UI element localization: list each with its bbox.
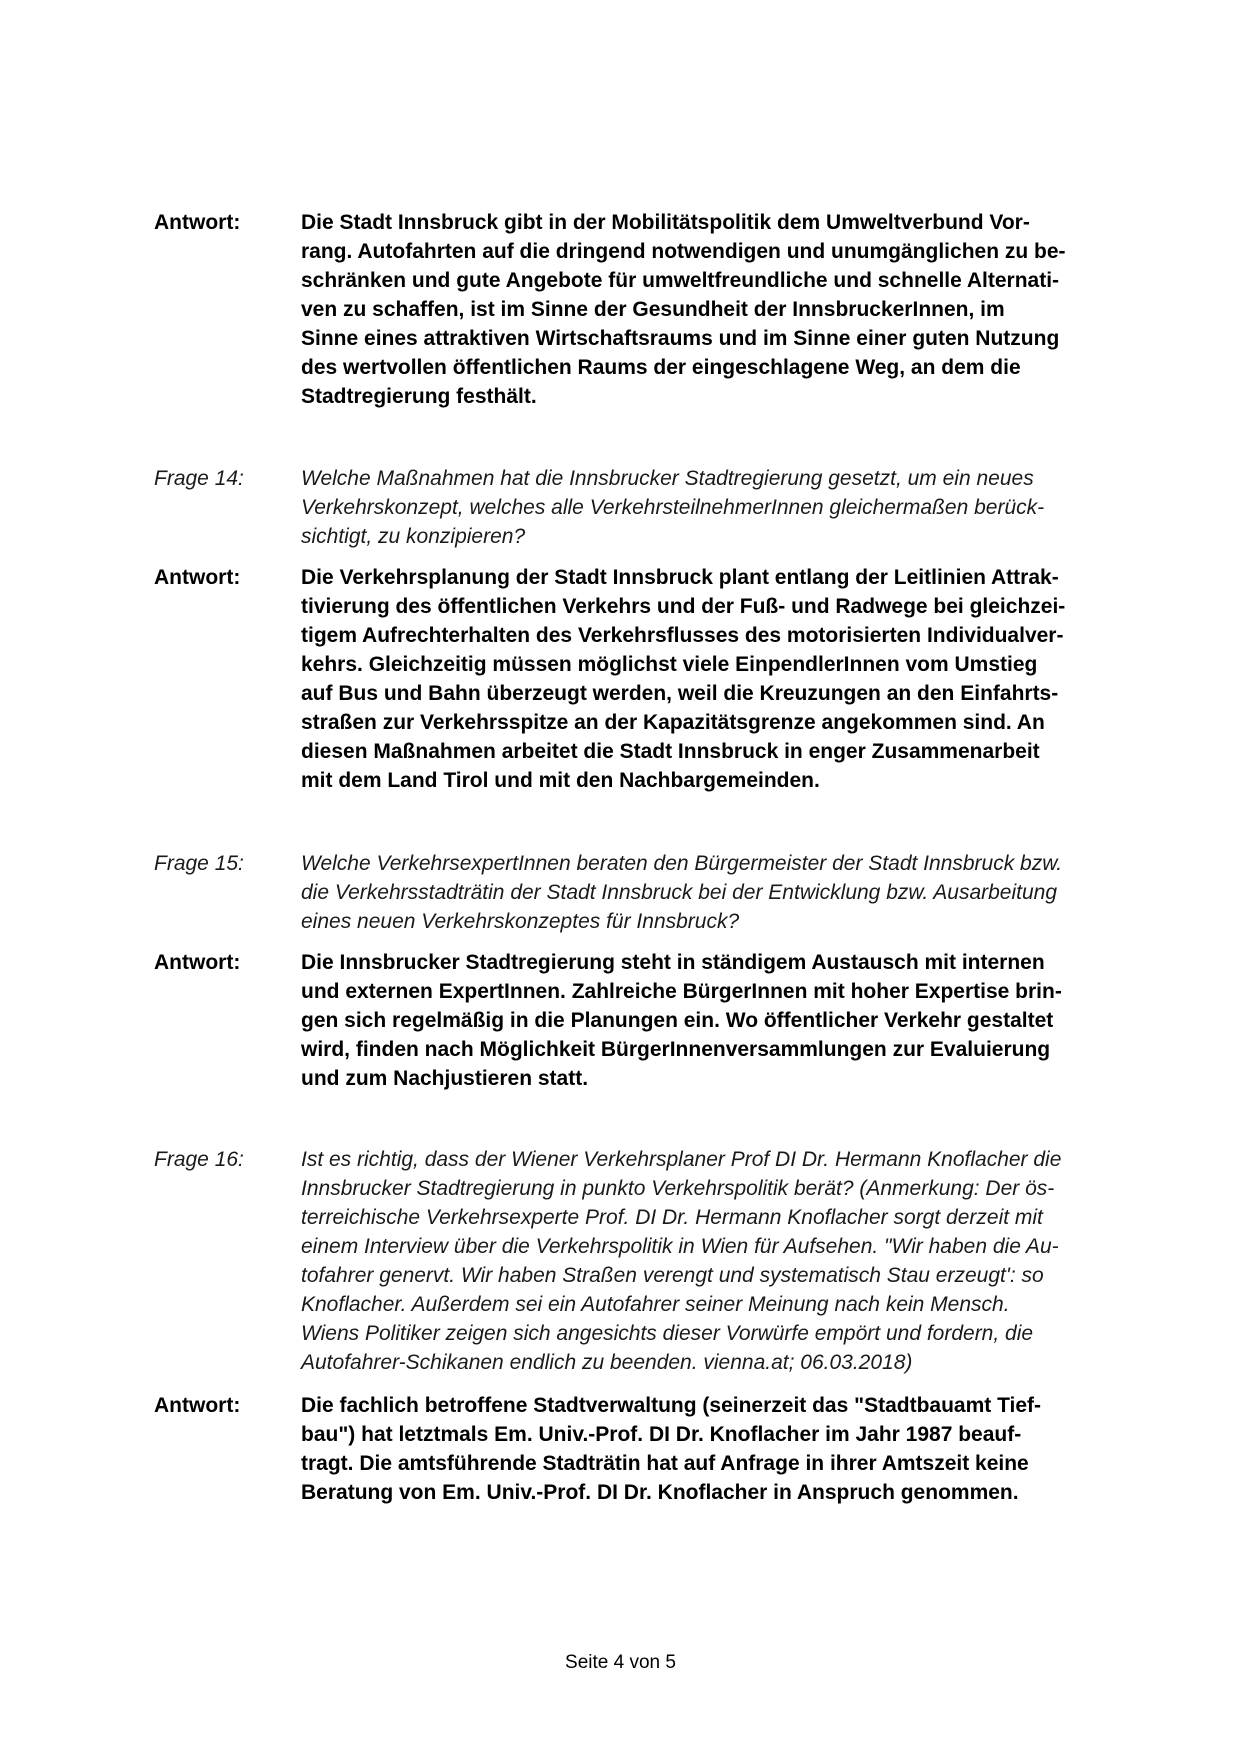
text-line: ven zu schaffen, ist im Sinne der Gesundheit der InnsbruckerInnen, im [301,298,1005,321]
text-line: mit dem Land Tirol und mit den Nachbargemeinden. [301,769,820,792]
answer-label: Antwort: [154,1394,241,1417]
question-label: Frage 14: [154,467,244,490]
text-line: Innsbrucker Stadtregierung in punkto Verkehrspolitik berät? (Anmerkung: Der ös- [301,1177,1055,1200]
answer-block [154,948,1134,1093]
answer-text [301,948,1134,1093]
text-line: Knoflacher. Außerdem sei ein Autofahrer seiner Meinung nach kein Mensch. [301,1293,1010,1316]
text-line: Ist es richtig, dass der Wiener Verkehrsplaner Prof DI Dr. Hermann Knoflacher die [301,1148,1062,1171]
question-block [154,1145,1134,1377]
answer-block [154,208,1134,411]
text-line: rang. Autofahrten auf die dringend notwendigen und unumgänglichen zu be- [301,240,1066,263]
answer-block [154,563,1134,795]
text-line: tofahrer genervt. Wir haben Straßen verengt und systematisch Stau erzeugt': so [301,1264,1044,1287]
text-line: Autofahrer-Schikanen endlich zu beenden. vienna.at; 06.03.2018) [301,1351,913,1374]
text-line: Verkehrskonzept, welches alle VerkehrsteilnehmerInnen gleichermaßen berück- [301,496,1045,519]
answer-text [301,208,1134,411]
text-line: wird, finden nach Möglichkeit BürgerInnenversammlungen zur Evaluierung [301,1038,1051,1061]
text-line: die Verkehrsstadträtin der Stadt Innsbruck bei der Entwicklung bzw. Ausarbeitung [301,881,1058,904]
text-line: auf Bus und Bahn überzeugt werden, weil die Kreuzungen an den Einfahrts- [301,682,1059,705]
text-line: schränken und gute Angebote für umweltfreundliche und schnelle Alternati- [301,269,1060,292]
text-line: und zum Nachjustieren statt. [301,1067,589,1090]
text-line: tivierung des öffentlichen Verkehrs und der Fuß- und Radwege bei gleichzei- [301,595,1066,618]
text-line: Beratung von Em. Univ.-Prof. DI Dr. Knoflacher in Anspruch genommen. [301,1481,1019,1504]
text-line: Stadtregierung festhält. [301,385,537,408]
text-line: sichtigt, zu konzipieren? [301,525,526,548]
text-line: Die fachlich betroffene Stadtverwaltung (seinerzeit das "Stadtbauamt Tief- [301,1394,1042,1417]
question-text [301,849,1134,936]
answer-block [154,1391,1134,1507]
answer-text [301,563,1134,795]
text-line: bau") hat letztmals Em. Univ.-Prof. DI Dr. Knoflacher im Jahr 1987 beauf- [301,1423,1022,1446]
text-line: straßen zur Verkehrsspitze an der Kapazitätsgrenze angekommen sind. An [301,711,1045,734]
text-line: gen sich regelmäßig in die Planungen ein. Wo öffentlicher Verkehr gestaltet [301,1009,1054,1032]
text-line: Welche Maßnahmen hat die Innsbrucker Stadtregierung gesetzt, um ein neues [301,467,1034,490]
question-text [301,1145,1134,1377]
question-label: Frage 16: [154,1148,244,1171]
text-line: kehrs. Gleichzeitig müssen möglichst viele EinpendlerInnen vom Umstieg [301,653,1038,676]
page-number-footer: Seite 4 von 5 [565,1652,676,1673]
text-line: und externen ExpertInnen. Zahlreiche BürgerInnen mit hoher Expertise brin- [301,980,1062,1003]
text-line: des wertvollen öffentlichen Raums der eingeschlagene Weg, an dem die [301,356,1021,379]
answer-label: Antwort: [154,566,241,589]
answer-label: Antwort: [154,211,241,234]
text-line: einem Interview über die Verkehrspolitik in Wien für Aufsehen. "Wir haben die Au- [301,1235,1059,1258]
text-line: Sinne eines attraktiven Wirtschaftsraums und im Sinne einer guten Nutzung [301,327,1060,350]
question-text [301,464,1134,551]
question-label: Frage 15: [154,852,244,875]
text-line: diesen Maßnahmen arbeitet die Stadt Innsbruck in enger Zusammenarbeit [301,740,1040,763]
text-line: Die Innsbrucker Stadtregierung steht in ständigem Austausch mit internen [301,951,1045,974]
question-block [154,849,1134,936]
answer-text [301,1391,1134,1507]
text-line: terreichische Verkehrsexperte Prof. DI Dr. Hermann Knoflacher sorgt derzeit mit [301,1206,1043,1229]
question-block [154,464,1134,551]
text-line: Die Verkehrsplanung der Stadt Innsbruck plant entlang der Leitlinien Attrak- [301,566,1059,589]
text-line: Welche VerkehrsexpertInnen beraten den Bürgermeister der Stadt Innsbruck bzw. [301,852,1063,875]
text-line: Wiens Politiker zeigen sich angesichts dieser Vorwürfe empört und fordern, die [301,1322,1034,1345]
text-line: eines neuen Verkehrskonzeptes für Innsbruck? [301,910,740,933]
answer-label: Antwort: [154,951,241,974]
text-line: tigem Aufrechterhalten des Verkehrsflusses des motorisierten Individualver- [301,624,1064,647]
text-line: tragt. Die amtsführende Stadträtin hat auf Anfrage in ihrer Amtszeit keine [301,1452,1029,1475]
text-line: Die Stadt Innsbruck gibt in der Mobilitätspolitik dem Umweltverbund Vor- [301,211,1030,234]
